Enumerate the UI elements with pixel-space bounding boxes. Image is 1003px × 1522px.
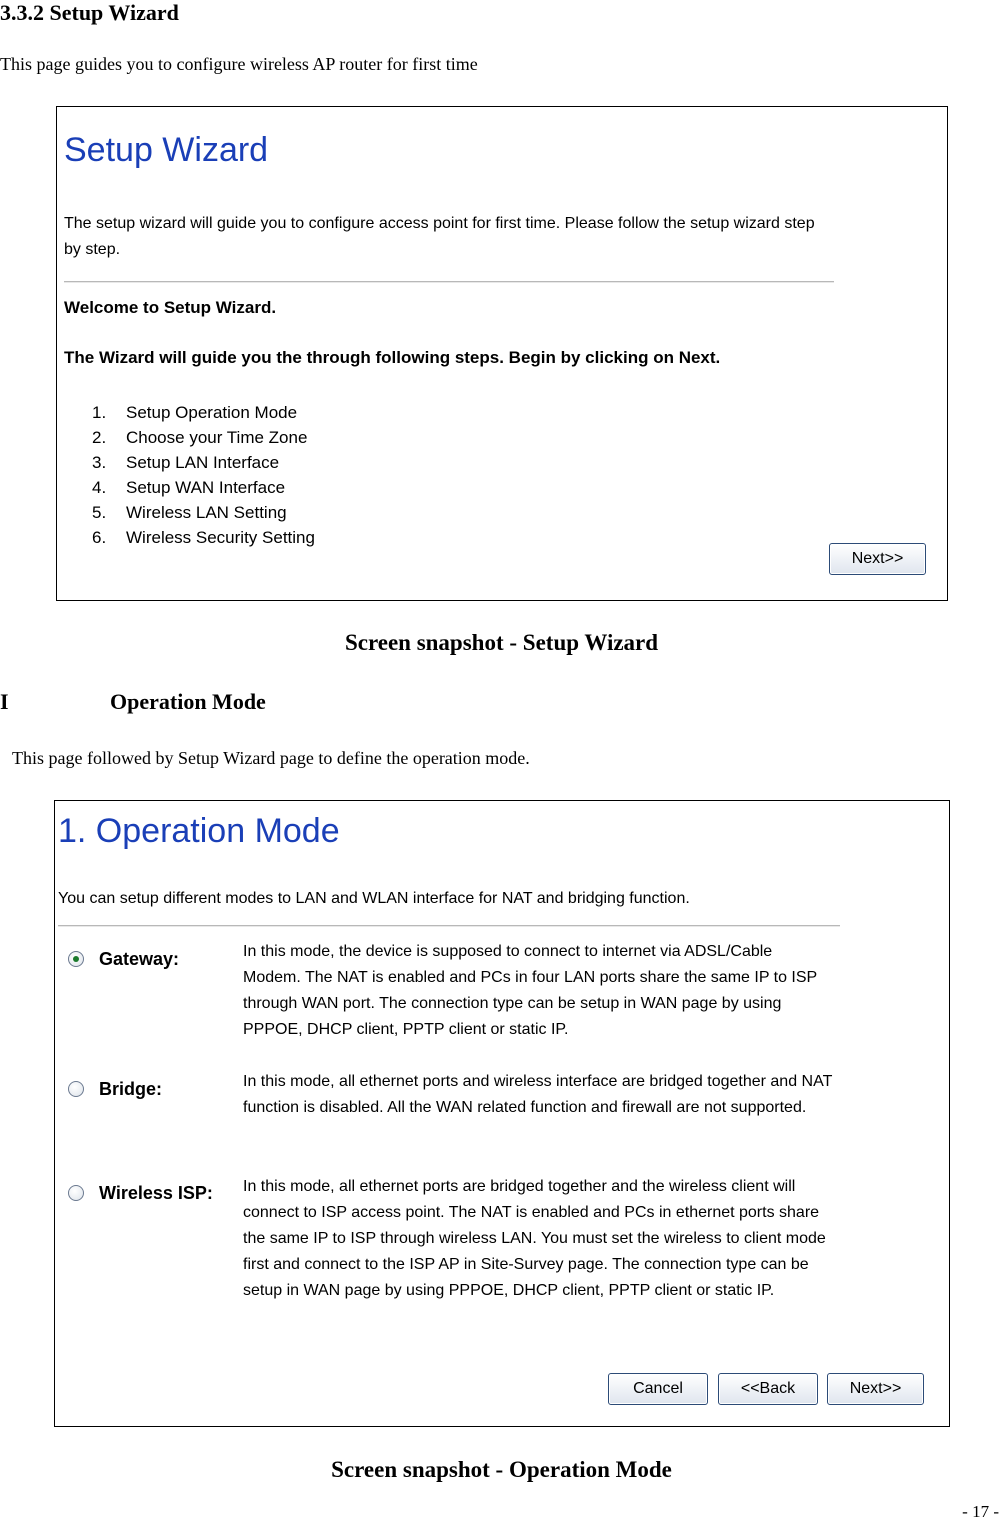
caption-operation-mode: Screen snapshot - Operation Mode: [331, 1457, 672, 1482]
opmode-next-button[interactable]: Next>>: [827, 1373, 924, 1405]
opmode-title: 1. Operation Mode: [58, 812, 340, 850]
opmode-divider: [58, 925, 840, 927]
gateway-description: In this mode, the device is supposed to connect to internet via ADSL/Cable Modem. The NAT is enabled and PCs in four LAN ports share the same IP to ISP through WAN port. The connection type can be setup in WAN page by using PPPOE, DHCP client, PPTP client or static IP.: [243, 943, 817, 1038]
gateway-label: Gateway:: [99, 949, 180, 969]
wireless-isp-label: Wireless ISP:: [99, 1183, 213, 1203]
list-item: 5. Wireless LAN Setting: [92, 503, 287, 522]
bridge-radio[interactable]: [68, 1081, 84, 1097]
wizard-guide: The Wizard will guide you the through following steps. Begin by clicking on Next.: [64, 348, 721, 367]
bridge-description: In this mode, all ethernet ports and wireless interface are bridged together and NAT function is disabled. All the WAN related function and firewall are not supported.: [243, 1073, 833, 1116]
list-item: 4. Setup WAN Interface: [92, 478, 286, 497]
bridge-label: Bridge:: [99, 1079, 162, 1099]
subsection-number: I: [0, 689, 9, 714]
wizard-next-button[interactable]: Next>>: [829, 543, 926, 575]
operation-mode-screenshot: [54, 800, 950, 1427]
list-item: 6. Wireless Security Setting: [92, 528, 315, 547]
back-button[interactable]: <<Back: [718, 1373, 818, 1405]
opmode-description: You can setup different modes to LAN and WLAN interface for NAT and bridging function.: [58, 890, 690, 907]
subsection-heading: Operation Mode: [110, 689, 266, 714]
page-number: - 17 -: [962, 1502, 999, 1521]
caption-setup-wizard: Screen snapshot - Setup Wizard: [344, 630, 659, 655]
wizard-description: The setup wizard will guide you to configure access point for first time. Please follow the setup wizard step by step.: [64, 215, 815, 258]
gateway-radio[interactable]: [68, 951, 84, 967]
wireless-isp-radio[interactable]: [68, 1185, 84, 1201]
wizard-divider: [64, 281, 834, 283]
wizard-steps-list: [92, 400, 315, 550]
list-item: 3. Setup LAN Interface: [92, 453, 280, 472]
wizard-title: Setup Wizard: [64, 131, 269, 169]
cancel-button[interactable]: Cancel: [608, 1373, 708, 1405]
section-heading: 3.3.2 Setup Wizard: [0, 0, 179, 25]
wireless-isp-description: In this mode, all ethernet ports are bridged together and the wireless client will connect to ISP access point. The NAT is enabled and PCs in ethernet ports share the same IP to ISP through wireless LAN. You must set the wireless to client mode first and connect to the ISP AP in Site-Survey page. The connection type can be setup in WAN page by using PPPOE, DHCP client, PPTP client or static IP.: [243, 1178, 826, 1299]
setup-wizard-screenshot: [56, 106, 948, 601]
list-item: 2. Choose your Time Zone: [92, 428, 308, 447]
wizard-welcome: Welcome to Setup Wizard.: [64, 298, 277, 317]
intro-text: This page guides you to configure wireless AP router for first time: [0, 54, 478, 74]
subsection-intro: This page followed by Setup Wizard page to define the operation mode.: [12, 748, 530, 768]
list-item: 1. Setup Operation Mode: [92, 403, 298, 422]
